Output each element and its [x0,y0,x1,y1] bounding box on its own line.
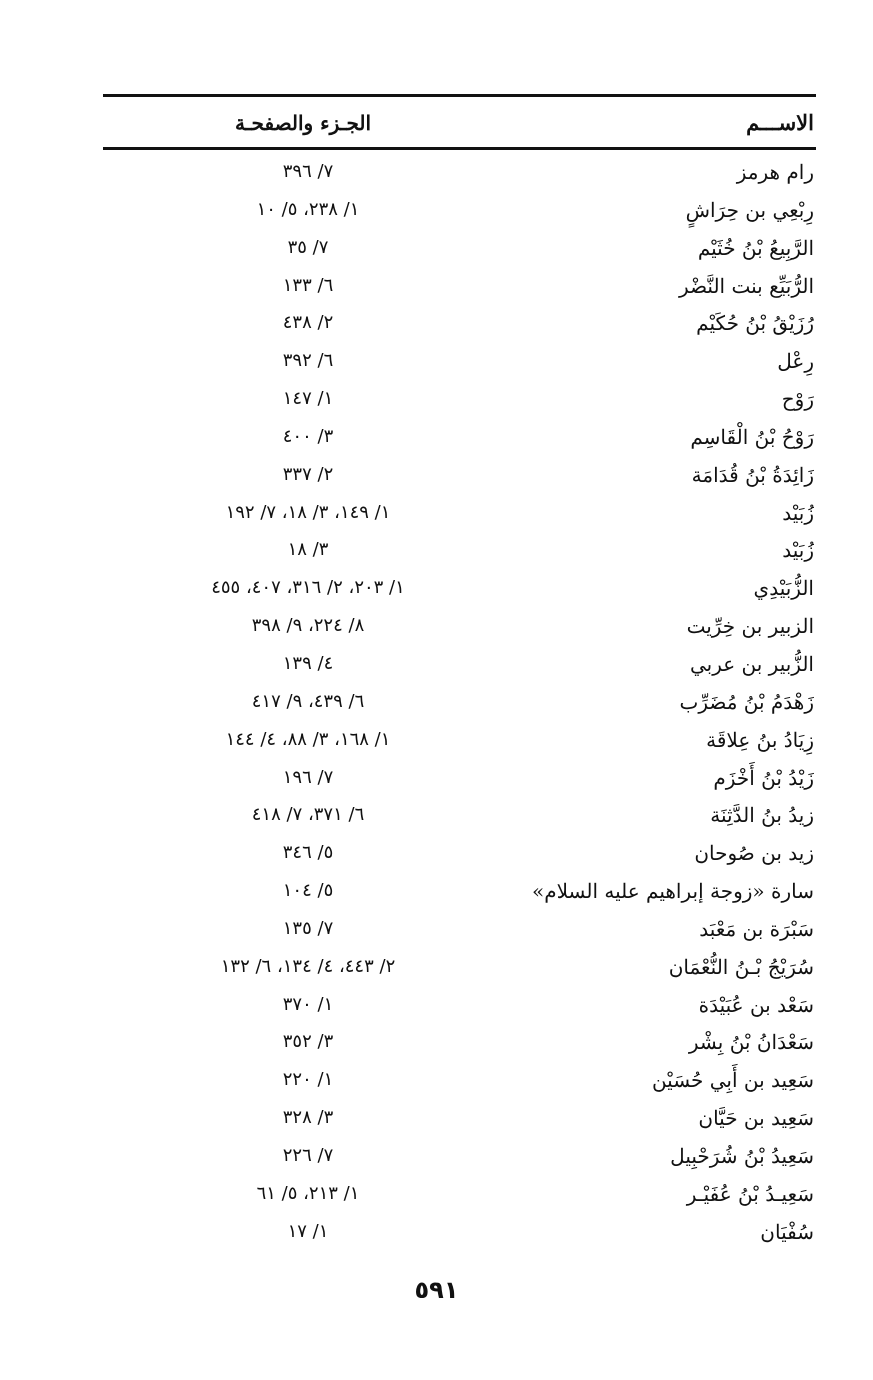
entry-volume-page: ٢/ ٣٣٧ [282,463,334,485]
entry-name: الرُّبَيِّع بنت النَّضْر [679,273,814,298]
entry-volume-page: ١/ ٢٣٨، ٥/ ١٠ [256,198,360,220]
entry-name: سَعِيـدُ بْنُ عُفَيْـر [686,1181,814,1206]
index-entry-row [103,835,816,873]
entry-volume-page: ٢/ ٤٤٣، ٤/ ١٣٤، ٦/ ١٣٢ [220,955,396,977]
index-entry-row [103,305,816,343]
entry-name: الزُّبَيْدِي [753,576,814,601]
entry-name: رِعْل [777,349,814,374]
entry-name: رِبْعِي بن حِرَاشٍ [685,197,814,222]
entry-name: سَعْد بن عُبَيْدَة [698,992,814,1017]
entry-name: سَعِيد بن أَبِي حُسَيْن [651,1068,814,1093]
entry-volume-page: ٦/ ٤٣٩، ٩/ ٤١٧ [251,690,365,712]
index-entry-row [103,949,816,987]
index-entry-row [103,570,816,608]
index-entry-row [103,1024,816,1062]
index-entry-row [103,1100,816,1138]
index-entries [103,154,816,1251]
entry-name: سُفْيَان [760,1219,814,1244]
entry-name: رَوْحُ بْنُ الْقَاسِم [690,424,814,449]
index-entry-row [103,154,816,192]
entry-name: زَهْدَمُ بْنُ مُضَرِّب [679,689,814,714]
index-entry-row [103,268,816,306]
entry-volume-page: ٧/ ٣٩٦ [282,161,334,182]
entry-name: رام هرمز [736,160,814,184]
entry-name: سَعِيدُ بْنُ شُرَحْبِيل [670,1143,814,1168]
entry-name: زيدُ بنُ الدَّثِنَة [710,803,814,828]
index-entry-row [103,987,816,1025]
entry-volume-page: ٣/ ٣٢٨ [282,1107,334,1129]
entry-name: سَعِيد بن حَيَّان [698,1106,814,1131]
entry-volume-page: ١/ ٢٠٣، ٢/ ٣١٦، ٤٠٧، ٤٥٥ [211,577,405,599]
entry-name: زُبَيْد [782,538,814,563]
entry-name: سارة «زوجة إبراهيم عليه السلام» [531,879,814,904]
name-column-header: الاســـم [746,110,814,135]
entry-name: رُزَيْقُ بْنُ حُكَيْم [696,311,814,336]
entry-volume-page: ٨/ ٢٢٤، ٩/ ٣٩٨ [251,615,365,637]
index-entry-row [103,1176,816,1214]
entry-volume-page: ٧/ ٢٢٦ [282,1144,334,1166]
entry-volume-page: ٧/ ٣٥ [287,236,329,258]
entry-volume-page: ١/ ٣٧٠ [282,993,334,1015]
entry-name: الزُّبير بن عربي [689,651,814,676]
index-entry-row [103,1062,816,1100]
index-entry-row [103,722,816,760]
entry-name: سَبْرَة بن مَعْبَد [699,916,814,941]
entry-name: الزبير بن خِرِّيت [686,614,814,639]
index-entry-row [103,684,816,722]
entry-volume-page: ٣/ ٣٥٢ [282,1031,334,1053]
entry-volume-page: ٧/ ١٣٥ [282,917,334,939]
index-entry-row [103,797,816,835]
entry-volume-page: ١/ ١٧ [287,1220,329,1242]
entry-volume-page: ٦/ ١٣٣ [282,274,334,296]
entry-name: سُرَيْجُ بْـنُ النُّعْمَان [668,954,814,979]
index-entry-row [103,911,816,949]
table-header [103,106,816,142]
entry-volume-page: ١/ ١٦٨، ٣/ ٨٨، ٤/ ١٤٤ [225,728,391,750]
table-top-rule [103,94,816,97]
entry-volume-page: ١/ ١٤٧ [282,388,334,410]
volume-page-column-header: الجـزء والصفحـة [234,111,372,135]
index-entry-row [103,419,816,457]
entry-volume-page: ٣/ ١٨ [287,539,329,561]
entry-name: زُبَيْد [782,500,814,525]
entry-volume-page: ١/ ١٤٩، ٣/ ١٨، ٧/ ١٩٢ [225,501,391,523]
entry-volume-page: ٣/ ٤٠٠ [282,425,334,447]
entry-volume-page: ٥/ ١٠٤ [282,880,334,902]
index-entry-row [103,192,816,230]
index-entry-row [103,873,816,911]
index-entry-row [103,495,816,533]
index-entry-row [103,1138,816,1176]
entry-volume-page: ٦/ ٣٧١، ٧/ ٤١٨ [251,804,365,826]
entry-name: زَيْدُ بْنُ أَخْزَم [713,765,814,790]
index-entry-row [103,532,816,570]
entry-name: زَائِدَةُ بْنُ قُدَامَة [691,462,814,487]
entry-volume-page: ١/ ٢٢٠ [282,1069,334,1091]
entry-name: سَعْدَانُ بْنُ بِشْر [688,1030,814,1055]
page-number: ٥٩١ [414,1276,459,1304]
entry-name: رَوْح [781,387,814,412]
entry-volume-page: ٥/ ٣٤٦ [282,842,334,864]
index-entry-row [103,381,816,419]
entry-name: زيد بن صُوحان [694,841,814,866]
entry-volume-page: ٤/ ١٣٩ [282,652,334,674]
header-bottom-rule [103,147,816,150]
index-entry-row [103,760,816,798]
entry-volume-page: ٦/ ٣٩٢ [282,350,334,372]
index-entry-row [103,646,816,684]
index-entry-row [103,230,816,268]
entry-volume-page: ٢/ ٤٣٨ [282,312,334,334]
entry-name: الرَّبِيعُ بْنُ خُثَيْم [697,235,814,260]
entry-volume-page: ١/ ٢١٣، ٥/ ٦١ [256,1182,360,1204]
entry-name: زِيَادُ بنُ عِلاقَة [706,727,814,752]
entry-volume-page: ٧/ ١٩٦ [282,766,334,788]
index-entry-row [103,608,816,646]
index-entry-row [103,457,816,495]
index-entry-row [103,343,816,381]
index-entry-row [103,1214,816,1252]
